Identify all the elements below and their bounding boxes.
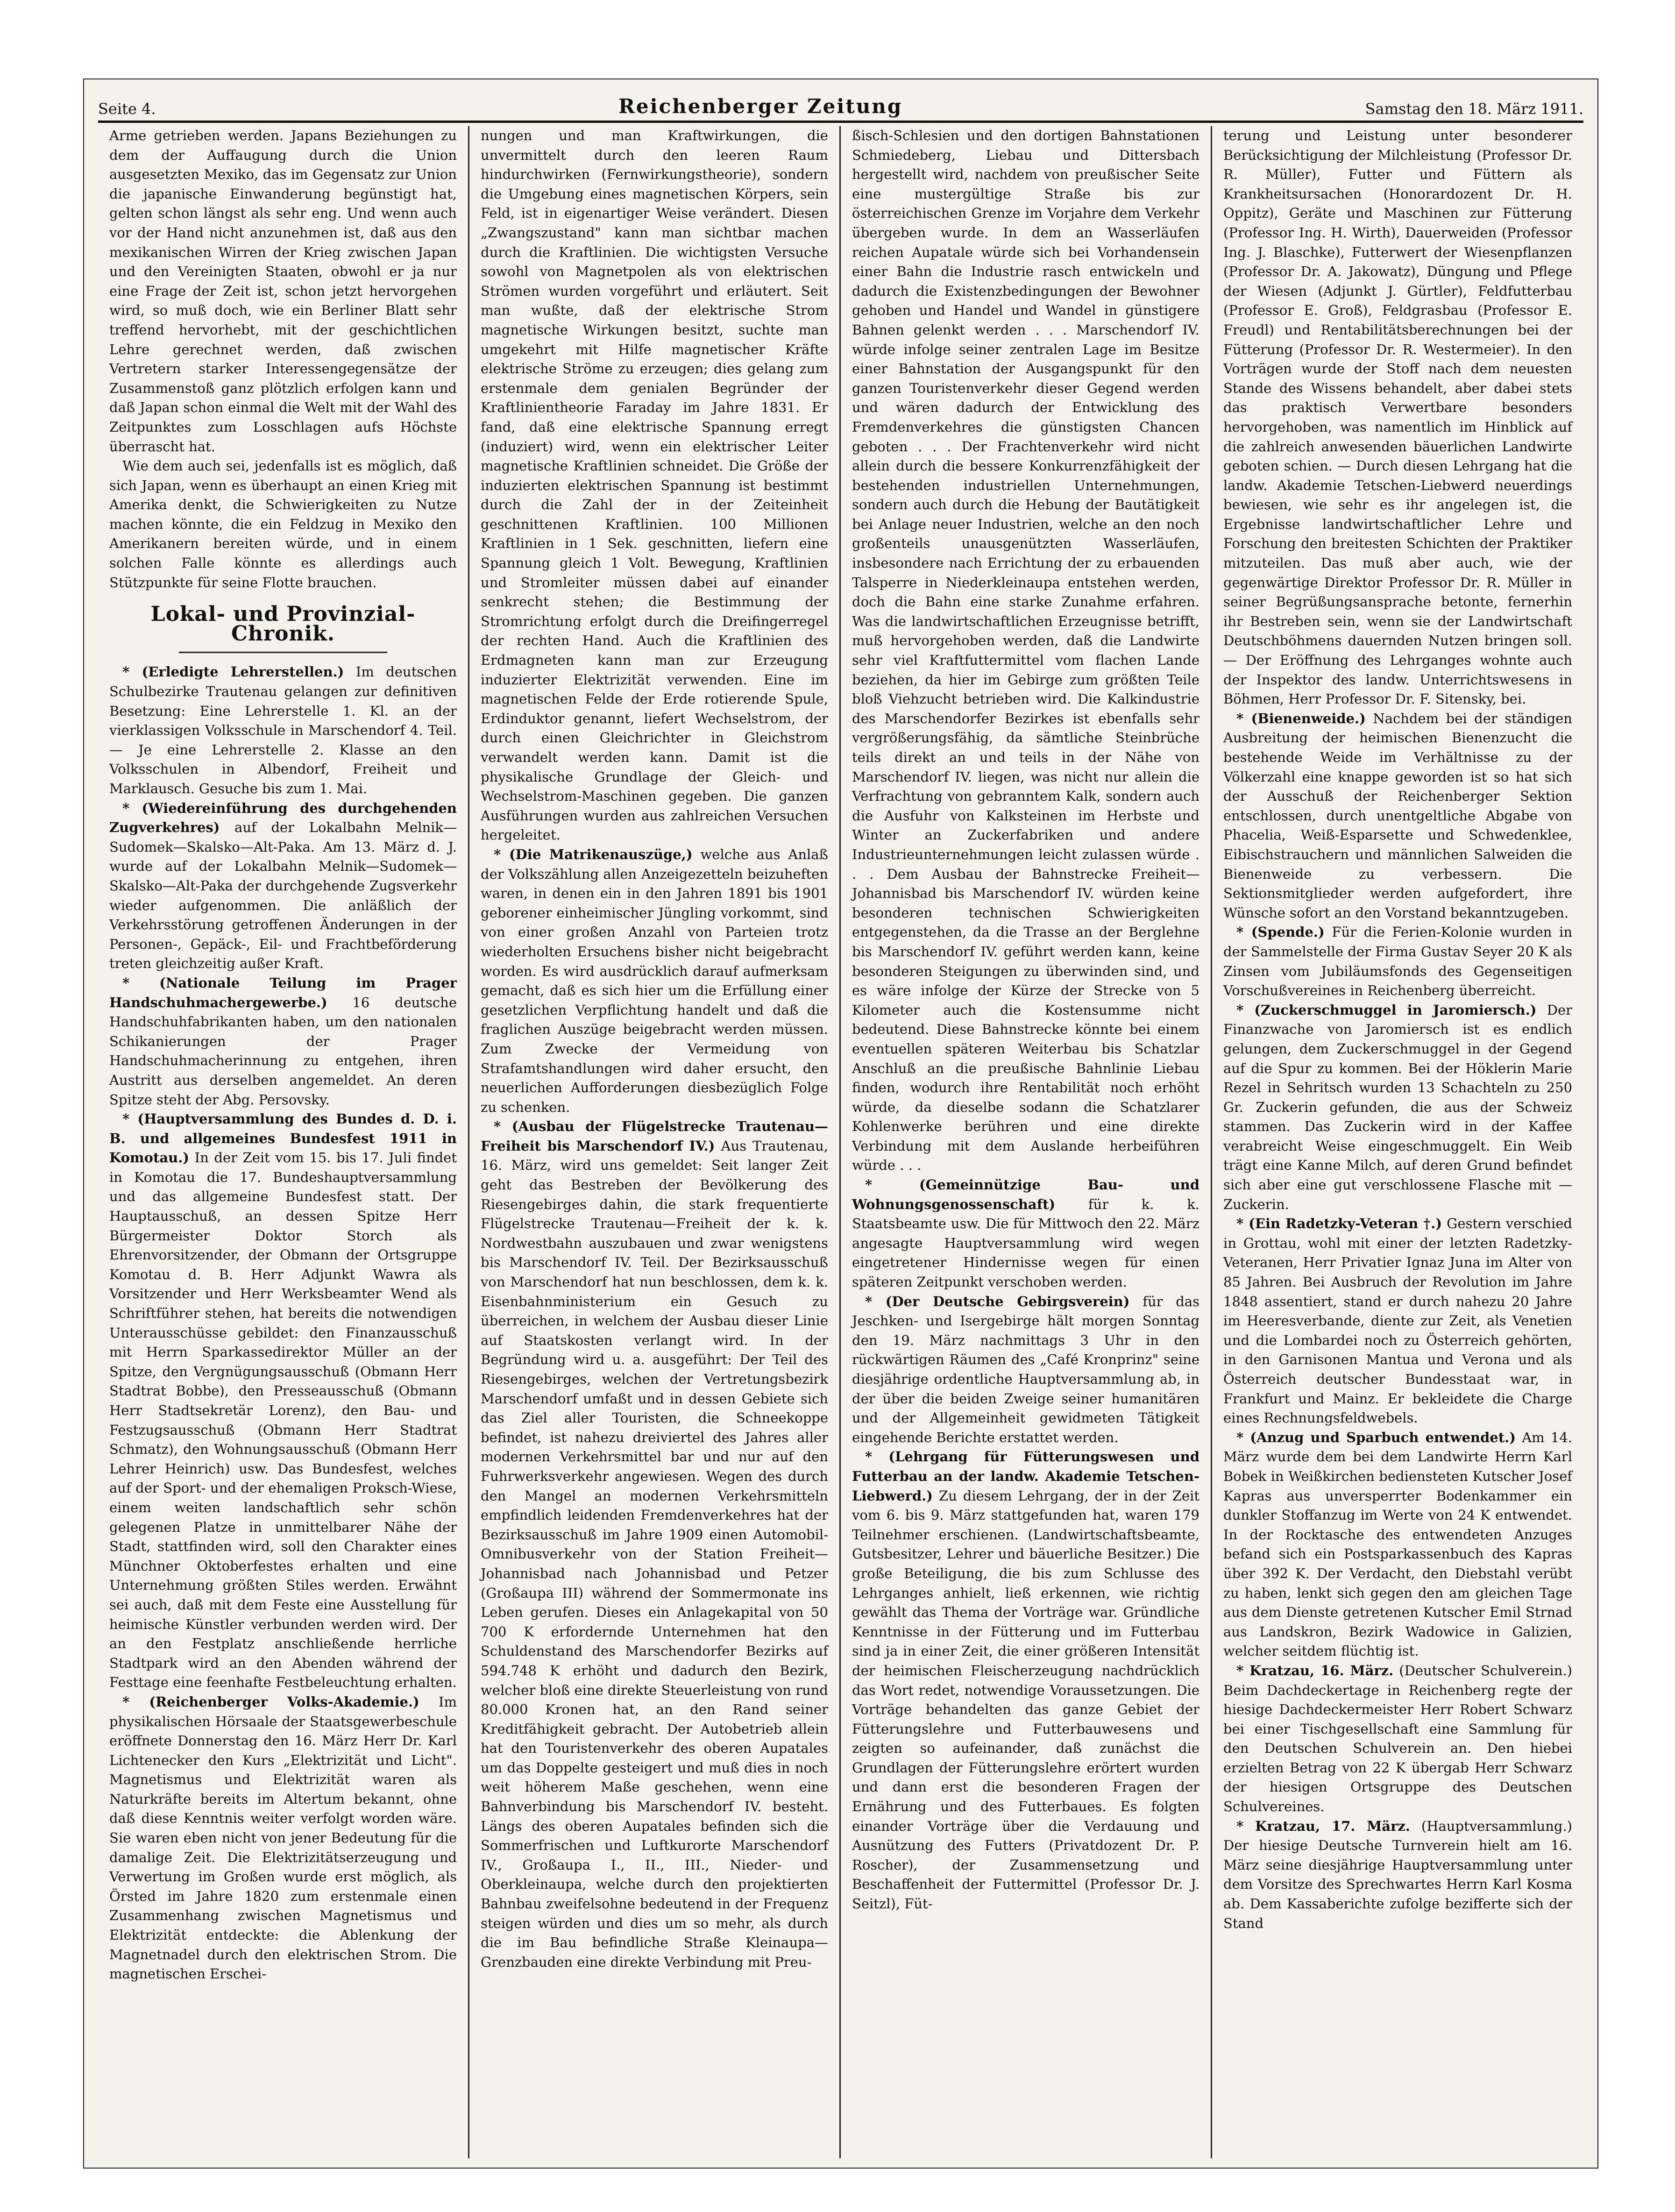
article-body: nungen und man Kraftwirkungen, die unvermittelt durch den leeren Raum hindurchwirken (Fernwirkungstheorie), sondern die Umgebung eines magnetischen Körpers, sein Feld, ist in eigenartiger Weise verändert. Diesen „Zwangszustand" kann man sichtbar machen durch die Kraftlinien. Die wichtigsten Versuche sowohl von Magnetpolen als von elektrischen Strömen wurden vorgeführt und erläutert. Seit man wußte, daß der elektrische Strom magnetische Wirkungen besitzt, suchte man umgekehrt mit Hilfe magnetischer Kräfte elektrische Ströme zu erzeugen; dies gelang zum erstenmale dem genialen Begründer der Kraftlinientheorie Faraday im Jahre 1831. Er fand, daß eine elektrische Spannung erregt (induziert) wird, wenn ein elektrischer Leiter magnetische Kraftlinien schneidet. Die Größe der induzierten elektrischen Spannung ist bestimmt durch die Zahl der in der Zeiteinheit geschnittenen Kraftlinien. 100 Millionen Kraftlinien in 1 Sek. geschnitten, liefern eine Spannung gleich 1 Volt. Bewegung, Kraftlinien und Stromleiter müssen dabei auf einander senkrecht stehen; die Bestimmung der Stromrichtung erfolgt durch die Dreifingerregel der rechten Hand. Auch die Kraftlinien des Erdmagneten kann man zur Erzeugung induzierter Elektrizität verwenden. Eine im magnetischen Felde der Erde rotierende Spule, Erdinduktor genannt, liefert Wechselstrom, der durch einen Gleichrichter in Gleichstrom verwandelt werden kann. Damit ist die physikalische Grundlage der Gleich- und Wechselstrom-Maschinen gegeben. Die ganzen Ausführungen wurden aus zahlreichen Versuchen hergeleitet. [481,128,828,843]
article-paragraph [852,1447,1199,1913]
text-columns [98,126,1583,2158]
article-body: Am 14. März wurde dem bei dem Landwirte Herrn Karl Bobek in Weißkirchen bediensteten Kutscher Josef Kapras aus unversperrter Bodenkammer ein dunkler Stoffanzug im Werte von 24 K entwendet. In der Rocktasche des entwendeten Anzuges befand sich ein Postsparkassenbuch des Kapras über 392 K. Der Verdacht, den Diebstahl verübt zu haben, lenkt sich gegen den am gleichen Tage aus dem Dienste getretenen Kutscher Emil Strnad aus Landskron, Bezirk Wadowice in Galizien, welcher seitdem flüchtig ist. [1223,1429,1572,1659]
article-paragraph [1223,1817,1572,1934]
text-paragraph [852,126,1199,1175]
article-body: 16 deutsche Handschuhfabrikanten haben, um den nationalen Schikanierungen der Prager Handschuhmacherinnung zu entgehen, ihren Austritt aus derselben angemeldet. An deren Spitze steht der Abg. Persovsky. [109,994,457,1108]
article-paragraph [852,1292,1199,1448]
article-paragraph [109,1110,457,1693]
article-body: (Hauptversammlung.) Der hiesige Deutsche Turnverein hielt am 16. März seine diesjährige Hauptversammlung unter dem Vorsitze des Sprechwartes Herrn Karl Kosma ab. Dem Kassaberichte zufolge bezifferte sich der Stand [1223,1818,1572,1931]
article-headline: * (Nationale Teilung im Prager Handschuhmachergewerbe.) [109,974,457,1010]
section-heading: Lokal- und Provinzial-Chronik. [150,602,416,646]
article-headline: * (Bienenweide.) [1236,710,1366,726]
article-headline: * (Reichenberger Volks-Akademie.) [122,1693,419,1710]
column-2 [469,126,841,2158]
article-paragraph [109,974,457,1110]
article-headline: * (Hauptversammlung des Bundes d. D. i. B. und allgemeines Bundesfest 1911 in Komotau.) [109,1111,457,1166]
article-body: für k. k. Staatsbeamte usw. Die für Mittwoch den 22. März angesagte Hauptversammlung wird wegen eingetretener Hindernisse wegen für einen späteren Zeitpunkt verschoben werden. [852,1196,1199,1290]
article-headline: * (Lehrgang für Fütterungswesen und Futterbau an der landw. Akademie Tetschen-Liebwerd.) [852,1449,1199,1504]
article-body: Im deutschen Schulbezirke Trautenau gelangen zur definitiven Besetzung: Eine Lehrerstelle 1. Kl. an der vierklassigen Volksschule in Marschendorf 4. Teil. — Je eine Lehrerstelle 2. Klasse an den Volksschulen in Albendorf, Freiheit und Marklausch. Gesuche bis zum 1. Mai. [109,664,457,797]
article-body: Aus Trautenau, 16. März, wird uns gemeldet: Seit langer Zeit geht das Bestreben der Bevölkerung des Riesengebirges dahin, die stark frequentierte Flügelstrecke Trautenau—Freiheit der k. k. Nordwestbahn auszubauen und zwar wenigstens bis Marschendorf IV. Teil. Der Bezirksausschuß von Marschendorf hat nun beschlossen, dem k. k. Eisenbahnministerium ein Gesuch zu überreichen, in welchem der Ausbau dieser Linie auf Staatskosten verlangt wird. In der Begründung wird u. a. ausgeführt: Der Teil des Riesengebirges, welchen der Vertretungsbezirk Marschendorf umfaßt und in dessen Gebiete sich das Ziel aller Touristen, die Schneekoppe befindet, ist nahezu dreiviertel des Jahres aller modernen Verkehrsmittel bar und nur auf den Fuhrwerksverkehr angewiesen. Wegen des durch den Mangel an modernen Verkehrsmitteln empfindlich leidenden Fremdenverkehres hat der Bezirksausschuß im Jahre 1909 einen Automobil-Omnibusverkehr von der Station Freiheit—Johannisbad nach Johannisbad und Petzer (Großaupa III) während der Sommermonate ins Leben gerufen. Dieses ein Anlagekapital von 50 700 K erfordernde Unternehmen hat den Schuldenstand des Marschendorfer Bezirks auf 594.748 K erhöht und dadurch den Bezirk, welcher bloß eine direkte Steuerleistung von rund 80.000 Kronen hat, an den Rand seiner Kreditfähigkeit gebracht. Der Autobetrieb allein hat den Touristenverkehr des oberen Aupatales um das Doppelte gesteigert und muß dies in noch weit höherem Maße geschehen, wenn eine Bahnverbindung bis Marschendorf IV. besteht. Längs des oberen Aupatales befinden sich die Sommerfrischen und Luftkurorte Marschendorf IV., Großaupa I., II., III., Nieder- und Oberkleinaupa, welche durch den projektierten Bahnbau zweifelsohne bedeutend in der Frequenz steigen würden und dies um so mehr, als durch die im Bau befindliche Straße Kleinaupa—Grenzbauden eine direkte Verbindung mit Preu- [481,1138,828,1970]
column-4 [1212,126,1583,2158]
column-3 [841,126,1212,2158]
column-1 [98,126,469,2158]
article-headline: * (Zuckerschmuggel in Jaromiersch.) [1236,1002,1537,1018]
article-paragraph [1223,1428,1572,1661]
newspaper-title: Reichenberger Zeitung [618,95,903,118]
article-paragraph [1223,923,1572,1000]
article-body: Gestern verschied in Grottau, wohl mit einer der letzten Radetzky-Veteranen, Herr Privatier Ignaz Juna im Alter von 85 Jahren. Bei Ausbruch der Revolution im Jahre 1848 assentiert, stand er durch nahezu 20 Jahre im Heeresverbande, diente zur Zeit, als Venetien und die Lombardei noch zu Österreich gehörten, in den Garnisonen Mantua und Verona und als Österreich deutscher Bundesstaat war, in Frankfurt und Mainz. Er bekleidete die Charge eines Rechnungsfeldwebels. [1223,1216,1572,1426]
article-headline: * (Ausbau der Flügelstrecke Trautenau—Freiheit bis Marschendorf IV.) [481,1118,828,1154]
article-headline: * (Der Deutsche Gebirgsverein) [865,1293,1130,1309]
text-paragraph [109,456,457,592]
section-rule [179,652,387,653]
article-headline: * (Die Matrikenauszüge,) [494,846,693,862]
issue-date: Samstag den 18. März 1911. [1365,100,1583,118]
text-paragraph [481,126,828,845]
article-paragraph [1223,1214,1572,1428]
article-headline: * (Spende.) [1236,924,1325,940]
article-body: Nachdem bei der ständigen Ausbreitung der heimischen Bienenzucht die bestehende Weide im Verhältnisse zu der Völkerzahl eine knappe geworden ist so hat sich der Ausschuß der Reichenberger Sektion entschlossen, durch unentgeltliche Abgabe von Phacelia, Weiß-Esparsette und Schwedenklee, Eibischstrauchern und männlichen Salweiden die Bienenweide zu verbessern. Die Sektionsmitglieder werden aufgefordert, ihre Wünsche sofort an den Vorstand bekanntzugeben. [1223,710,1572,921]
article-body: für das Jeschken- und Isergebirge hält morgen Sonntag den 19. März nachmittags 3 Uhr in den rückwärtigen Räumen des „Café Kronprinz" seine diesjährige ordentliche Hauptversammlung ab, in der über die beiden Zweige seiner humanitären und der Allgemeinheit gewidmeten Tätigkeit eingehende Berichte erstattet werden. [852,1293,1199,1445]
article-body: In der Zeit vom 15. bis 17. Juli findet in Komotau die 17. Bundeshauptversammlung und das allgemeine Bundesfest statt. Der Hauptausschuß, an dessen Spitze Herr Bürgermeister Doktor Storch als Ehrenvorsitzender, der Obmann der Ortsgruppe Komotau d. B. Herr Adjunkt Wawra als Vorsitzender und Herr Werksbeamter Wend als Schriftführer stehen, hat bereits die notwendigen Unterausschüsse gebildet: den Finanzausschuß mit Herrn Sparkassedirektor Müller an der Spitze, den Vergnügungsausschuß (Obmann Herr Stadtrat Bobbe), den Presseausschuß (Obmann Herr Stadtsekretär Lorenz), den Bau- und Festzugsausschuß (Obmann Herr Stadtrat Schmatz), den Wohnungsausschuß (Obmann Herr Lehrer Heinrich) usw. Das Bundesfest, welches auf der Sport- und der ehemaligen Proksch-Wiese, einem weiten landschaftlich sehr schön gelegenen Platze in unmittelbarer Nähe der Stadt, stattfinden wird, soll den Charakter eines Münchner Oktoberfestes erhalten und eine Unternehmung größten Stiles werden. Erwähnt sei auch, daß mit dem Feste eine Ausstellung für heimische Künstler verbunden werden wird. Der an den Festplatz anschließende herrliche Stadtpark wird an den Abenden während der Festtage eine feenhafte Festbeleuchtung erhalten. [109,1150,457,1691]
article-body: Wie dem auch sei, jedenfalls ist es möglich, daß sich Japan, wenn es überhaupt an einen Krieg mit Amerika denkt, die Schwierigkeiten zu Nutze machen könnte, die ein Feldzug in Mexiko den Amerikanern bereiten würde, und in einem solchen Falle könnte es allerdings auch Stützpunkte für seine Flotte brauchen. [109,458,457,590]
article-body: Im physikalischen Hörsaale der Staatsgewerbeschule eröffnete Donnerstag den 16. März Herr Dr. Karl Lichtenecker den Kurs „Elektrizität und Licht". Magnetismus und Elektrizität waren als Naturkräfte bereits im Altertum bekannt, ohne daß diese Kenntnis weiter verfolgt worden wäre. Sie waren eben nicht von jener Bedeutung für die damalige Zeit. Die Elektrizitätserzeugung und Verwertung im Großen wurde erst möglich, als Örsted im Jahre 1820 zum erstenmale einen Zusammenhang zwischen Magnetismus und Elektrizität entdeckte: die Ablenkung der Magnetnadel durch den elektrischen Strom. Die magnetischen Erschei- [109,1693,457,1982]
article-paragraph [1223,1661,1572,1817]
article-headline: * (Ein Radetzky-Veteran †.) [1236,1216,1442,1232]
article-paragraph [1223,1001,1572,1215]
page-number: Seite 4. [98,100,156,118]
article-body: welche aus Anlaß der Volkszählung allen Anzeigezetteln beizuheften waren, in denen ein in den Jahren 1891 bis 1901 geborener einheimischer Jüngling vorkommt, sind von einer großen Anzahl von Parteien trotz wiederholten Ersuchens bisher nicht beigebracht worden. Es wird ausdrücklich darauf aufmerksam gemacht, daß es sich hier um die Erfüllung einer gesetzlichen Verpflichtung handelt und daß die fraglichen Auszüge beigebracht werden müssen. Zum Zwecke der Vermeidung von Strafamtshandlungen wird daher ersucht, den neuerlichen Aufforderungen diesbezüglich Folge zu schenken. [481,846,828,1115]
article-body: Zu diesem Lehrgang, der in der Zeit vom 6. bis 9. März stattgefunden hat, waren 179 Teilnehmer erschienen. (Landwirtschaftsbeamte, Gutsbesitzer, Lehrer und bäuerliche Besitzer.) Die große Beteiligung, die bis zum Schlusse des Lehrganges anhielt, ließ erkennen, wie richtig gewählt das Thema der Vorträge war. Gründliche Kenntnisse in der Fütterung und im Futterbau sind ja in einer Zeit, die einer größeren Intensität der heimischen Fleischerzeugung nachdrücklich das Wort redet, notwendige Voraussetzungen. Die Vorträge behandelten das ganze Gebiet der Fütterungslehre und Futterbauwesens und zeigten so aufeinander, daß zunächst die Grundlagen der Fütterungslehre erörtert wurden und dann erst die besonderen Fragen der Ernährung und des Futterbaues. Es folgten einander Vorträge über die Verdauung und Ausnützung des Futters (Privatdozent Dr. P. Roscher), der Zusammensetzung und Beschaffenheit der Futtermittel (Professor Dr. J. Seitzl), Füt- [852,1487,1199,1912]
article-paragraph [1223,709,1572,923]
article-paragraph [109,1693,457,1984]
article-body: ßisch-Schlesien und den dortigen Bahnstationen Schmiedeberg, Liebau und Dittersbach hergestellt wird, nachdem von preußischer Seite eine mustergültige Straße bis zur österreichischen Grenze im Vorjahre dem Verkehr übergeben wurde. In dem an Wasserläufen reichen Aupatale würde sich bei Vorhandensein einer Bahn die Industrie rasch entwickeln und dadurch die Existenzbedingungen der Bewohner gehoben und Handel und Wandel in günstigere Bahnen gelenkt werden . . . Marschendorf IV. würde infolge seiner zentralen Lage im Besitze einer Bahnstation der Ausgangspunkt für den ganzen Touristenverkehr dieser Gegend werden und wären dadurch der Entwicklung des Fremdenverkehres die günstigsten Chancen geboten . . . Der Frachtenverkehr wird nicht allein durch die bessere Konkurrenzfähigkeit der bestehenden industriellen Unternehmungen, sondern auch durch die Hebung der Bautätigkeit bei Anlage neuer Industrien, welche an den noch großenteils unausgenützten Wasserläufen, insbesondere nach Errichtung der zu erbauenden Talsperre in Niederkleinaupa entstehen werden, doch die Bahn eine starke Zunahme erfahren. Was die landwirtschaftlichen Erzeugnisse betrifft, muß hervorgehoben werden, daß die Landwirte sehr viel Kraftfuttermittel vom flachen Lande beziehen, da hier im Gebirge zum größten Teile bloß Viehzucht betrieben wird. Die Kalkindustrie des Marschendorfer Bezirkes ist ebenfalls sehr vergrößerungsfähig, da sämtliche Steinbrüche teils direkt an und teils in der Nähe von Marschendorf IV. liegen, was nicht nur allein die Verfrachtung von gebranntem Kalk, sondern auch die Ausfuhr von Kalksteinen im Herbste und Winter an Zuckerfabriken und andere Industrieunternehmungen leicht zulassen würde . . . Dem Ausbau der Bahnstrecke Freiheit—Johannisbad bis Marschendorf IV. würden keine besonderen technischen Schwierigkeiten entgegenstehen, da die Trasse an der Berglehne bis Marschendorf IV. geführt werden kann, keine besonderen Steigungen zu überwinden sind, und es wäre infolge der Kürze der Strecke von 5 Kilometer auch die Kostensumme nicht bedeutend. Diese Bahnstrecke könnte bei einem eventuellen späteren Weiterbau bis Schatzlar Anschluß an die preußische Bahnlinie Liebau finden, wodurch ihre Rentabilität noch erhöht würde, da dieselbe sodann die Schatzlarer Kohlenwerke berühren und eine direkte Verbindung mit dem Auslande herbeiführen würde . . . [852,128,1199,1174]
text-paragraph [1223,126,1572,709]
article-paragraph [481,845,828,1117]
masthead [98,89,1583,123]
article-body: Für die Ferien-Kolonie wurden in der Sammelstelle der Firma Gustav Seyer 20 K als Zinsen vom Jubiläumsfonds des Gegenseitigen Vorschußvereines in Reichenberg überreicht. [1223,924,1572,999]
article-paragraph [109,799,457,974]
text-paragraph [109,126,457,456]
article-body: Arme getrieben werden. Japans Beziehungen zu dem der Auffaugung durch die Union ausgesetzten Mexiko, das im Gegensatz zur Union die japanische Einwanderung begünstigt hat, gelten schon längst als sehr eng. Und wenn auch vor der Hand nicht anzunehmen ist, daß aus den mexikanischen Wirren der Krieg zwischen Japan und den Vereinigten Staaten, obwohl er ja nur eine Frage der Zeit ist, schon jetzt hervorgehen wird, so muß doch, wie ein Berliner Blatt sehr treffend hervorhebt, mit der geschichtlichen Lehre gerechnet werden, daß zwischen Vertretern starker Interessengegensätze der Zusammenstoß ganz plötzlich erfolgen kann und daß Japan schon einmal die Welt mit der Wahl des Zeitpunktes zum Losschlagen aufs Höchste überrascht hat. [109,128,457,455]
article-headline: * Kratzau, 16. März. [1236,1662,1394,1679]
article-headline: * (Erledigte Lehrerstellen.) [122,664,344,680]
article-paragraph [852,1175,1199,1292]
article-headline: * Kratzau, 17. März. [1236,1818,1410,1834]
article-headline: * (Gemeinnützige Bau- und Wohnungsgenossenschaft) [852,1177,1199,1212]
article-headline: * (Anzug und Sparbuch entwendet.) [1236,1429,1516,1445]
article-paragraph [481,1117,828,1972]
article-body: (Deutscher Schulverein.) Beim Dachdeckertage in Reichenberg regte der hiesige Dachdeckermeister Herr Robert Schwarz bei einer Tischgesellschaft eine Sammlung für den Deutschen Schulverein an. Den hiebei erzielten Betrag von 22 K übergab Herr Schwarz der hiesigen Ortsgruppe des Deutschen Schulvereines. [1223,1662,1572,1815]
article-body: terung und Leistung unter besonderer Berücksichtigung der Milchleistung (Professor Dr. R. Müller), Futter und Füttern als Krankheitsursachen (Honorardozent Dr. H. Oppitz), Geräte und Maschinen zur Fütterung (Professor Ing. H. Wirth), Dauerweiden (Professor Ing. J. Blaschke), Futterwert der Wiesenpflanzen (Professor Dr. A. Jakowatz), Düngung und Pflege der Wiesen (Adjunkt J. Gürtler), Feldfutterbau (Professor E. Groß), Feldgrasbau (Professor E. Freudl) und Rentabilitätsberechnungen bei der Fütterung (Professor Dr. R. Westermeier). In den Vorträgen wurde der Stoff nach dem neuesten Stande des Wissens behandelt, aber dabei stets das praktisch Verwertbare besonders hervorgehoben, was namentlich im Hinblick auf die zahlreich anwesenden bäuerlichen Landwirte geboten schien. — Durch diesen Lehrgang hat die landw. Akademie Tetschen-Liebwerd neuerdings bewiesen, wie sehr es ihr angelegen ist, die Ergebnisse landwirtschaftlicher Lehre und Forschung den breitesten Schichten der Praktiker mitzuteilen. Das muß aber auch, wie der gegenwärtige Direktor Professor Dr. R. Müller in seiner Begrüßungsansprache betonte, fernerhin ihr Bestreben sein, wenn sie der Landwirtschaft Deutschböhmens dauernden Nutzen bringen soll. — Der Eröffnung des Lehrganges wohnte auch der Inspektor des landw. Unterrichtswesens in Böhmen, Herr Professor Dr. F. Sitensky, bei. [1223,128,1572,707]
article-body: Der Finanzwache von Jaromiersch ist es endlich gelungen, dem Zuckerschmuggel in der Gegend auf die Spur zu kommen. Bei der Höklerin Marie Rezel in Sehritsch wurden 13 Schachteln zu 250 Gr. Zuckerin gefunden, die aus der Schweiz stammen. Das Zuckerin wird in der Kaffee verabreicht Weise eingeschmuggelt. Ein Weib trägt eine Kanne Milch, auf deren Grund befindet sich aber eine gut verschlossene Flasche mit — Zuckerin. [1223,1002,1572,1212]
article-body: auf der Lokalbahn Melnik—Sudomek—Skalsko—Alt-Paka. Am 13. März d. J. wurde auf der Lokalbahn Melnik—Sudomek—Skalsko—Alt-Paka der durchgehende Zugsverkehr wieder aufgenommen. Die anläßlich der Verkehrsstörung getroffenen Änderungen in der Personen-, Gepäck-, Eil- und Frachtbeförderung treten gleichzeitig außer Kraft. [109,819,457,972]
newspaper-page [84,79,1597,2168]
article-headline: * (Wiedereinführung des durchgehenden Zugverkehres) [109,800,457,836]
article-paragraph [109,662,457,798]
